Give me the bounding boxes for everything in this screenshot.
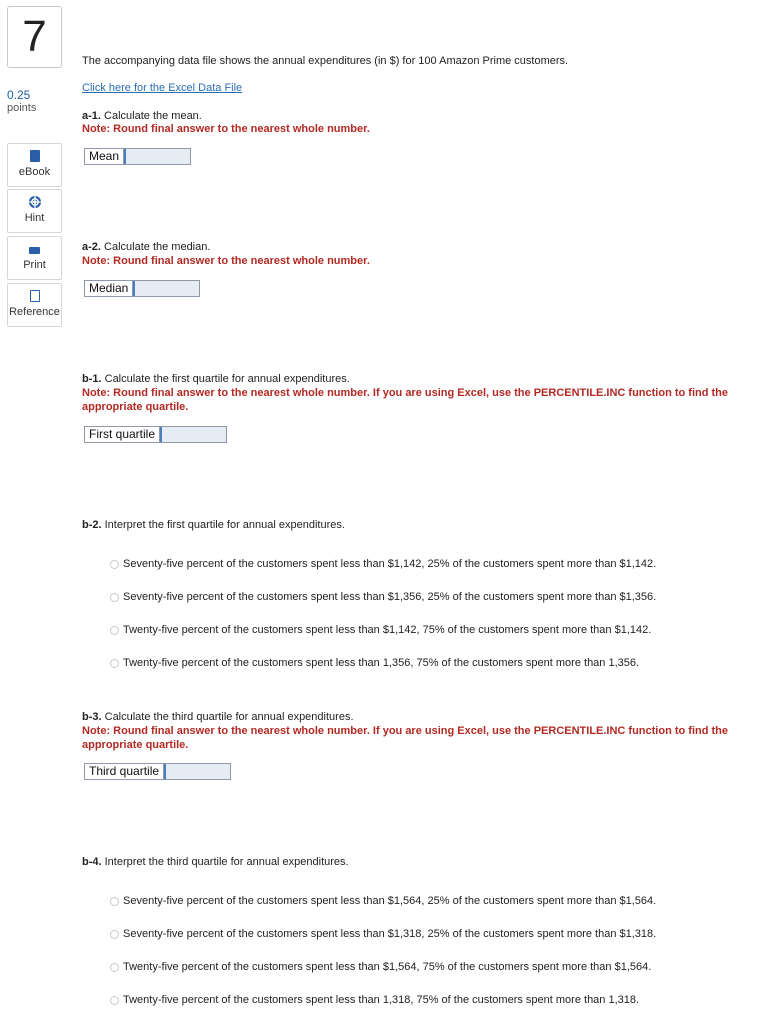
b2-option-3-radio[interactable] <box>110 626 119 635</box>
part-b3-text: Calculate the third quartile for annual expenditures. <box>101 711 354 723</box>
document-copy-icon <box>8 290 61 304</box>
median-field-label: Median <box>85 281 133 296</box>
book-icon <box>8 150 61 164</box>
points-label: points <box>7 102 37 114</box>
b2-option-4-text: Twenty-five percent of the customers spent less than 1,356, 75% of the customers spent more than 1,356. <box>123 657 640 669</box>
b4-option-3[interactable] <box>110 960 651 974</box>
b4-option-2-radio[interactable] <box>110 930 119 939</box>
b2-option-4-radio[interactable] <box>110 659 119 668</box>
b2-option-4[interactable] <box>110 656 639 670</box>
b2-option-2-text: Seventy-five percent of the customers spent less than $1,356, 25% of the customers spent more than $1,356. <box>123 591 657 603</box>
b4-option-3-radio[interactable] <box>110 963 119 972</box>
b4-option-1[interactable] <box>110 894 656 908</box>
first-quartile-field-label: First quartile <box>85 427 160 442</box>
third-quartile-field <box>84 763 231 780</box>
median-input[interactable] <box>133 281 199 296</box>
part-b4-prefix: b-4. <box>82 856 102 868</box>
part-a1-text: Calculate the mean. <box>100 110 202 122</box>
first-quartile-field <box>84 426 227 443</box>
b2-option-3[interactable] <box>110 623 651 637</box>
part-b1-text: Calculate the first quartile for annual expenditures. <box>101 373 350 385</box>
part-a1-question <box>82 109 202 123</box>
part-b2-prefix: b-2. <box>82 519 102 531</box>
third-quartile-field-label: Third quartile <box>85 764 164 779</box>
b2-option-2-radio[interactable] <box>110 593 119 602</box>
first-quartile-input[interactable] <box>160 427 226 442</box>
part-a2-question <box>82 240 210 254</box>
points-display <box>7 89 36 115</box>
part-a2-text: Calculate the median. <box>100 241 211 253</box>
lifebuoy-icon <box>8 196 61 210</box>
median-field <box>84 280 200 297</box>
hint-label: Hint <box>24 212 45 224</box>
part-b2-text: Interpret the first quartile for annual expenditures. <box>101 519 345 531</box>
mean-input[interactable] <box>124 149 190 164</box>
print-button[interactable] <box>7 236 62 280</box>
b4-option-3-text: Twenty-five percent of the customers spent less than $1,564, 75% of the customers spent more than $1,564. <box>123 961 652 973</box>
b4-option-2-text: Seventy-five percent of the customers spent less than $1,318, 25% of the customers spent more than $1,318. <box>123 928 657 940</box>
b2-option-1[interactable] <box>110 557 656 571</box>
printer-icon <box>8 243 61 257</box>
part-b4-question <box>82 855 349 869</box>
question-number: 7 <box>7 6 62 68</box>
reference-label: Reference <box>9 306 60 318</box>
part-b3-prefix: b-3. <box>82 711 102 723</box>
points-value: 0.25 <box>7 88 31 102</box>
excel-data-link[interactable]: Click here for the Excel Data File <box>82 82 243 94</box>
part-b2-question <box>82 518 345 532</box>
b4-option-4[interactable] <box>110 993 639 1007</box>
hint-button[interactable] <box>7 189 62 233</box>
print-label: Print <box>23 259 46 271</box>
part-b3-note: Note: Round final answer to the nearest whole number. If you are using Excel, use the PERCENTILE.INC function to find the appropriate quartile. <box>82 725 729 751</box>
part-a1-note: Note: Round final answer to the nearest whole number. <box>82 123 370 135</box>
question-prompt: The accompanying data file shows the annual expenditures (in $) for 100 Amazon Prime customers. <box>82 55 569 67</box>
mean-field <box>84 148 191 165</box>
b2-option-1-text: Seventy-five percent of the customers spent less than $1,142, 25% of the customers spent more than $1,142. <box>123 558 657 570</box>
part-b1-prefix: b-1. <box>82 373 102 385</box>
part-a2-prefix: a-2. <box>82 241 101 253</box>
b4-option-1-radio[interactable] <box>110 897 119 906</box>
b4-option-2[interactable] <box>110 927 656 941</box>
b2-option-3-text: Twenty-five percent of the customers spent less than $1,142, 75% of the customers spent more than $1,142. <box>123 624 652 636</box>
third-quartile-input[interactable] <box>164 764 230 779</box>
b4-option-4-text: Twenty-five percent of the customers spent less than 1,318, 75% of the customers spent more than 1,318. <box>123 994 640 1006</box>
part-a1-prefix: a-1. <box>82 110 101 122</box>
b4-option-1-text: Seventy-five percent of the customers spent less than $1,564, 25% of the customers spent more than $1,564. <box>123 895 657 907</box>
part-b1-note: Note: Round final answer to the nearest whole number. If you are using Excel, use the PERCENTILE.INC function to find the appropriate quartile. <box>82 387 729 413</box>
ebook-label: eBook <box>18 166 51 178</box>
b2-option-2[interactable] <box>110 590 656 604</box>
ebook-button[interactable] <box>7 143 62 187</box>
part-b3-question <box>82 710 354 724</box>
b4-option-4-radio[interactable] <box>110 996 119 1005</box>
part-a2-note: Note: Round final answer to the nearest whole number. <box>82 255 370 267</box>
part-b1-question <box>82 372 350 386</box>
b2-option-1-radio[interactable] <box>110 560 119 569</box>
part-b4-text: Interpret the third quartile for annual expenditures. <box>101 856 349 868</box>
mean-field-label: Mean <box>85 149 124 164</box>
reference-button[interactable] <box>7 283 62 327</box>
